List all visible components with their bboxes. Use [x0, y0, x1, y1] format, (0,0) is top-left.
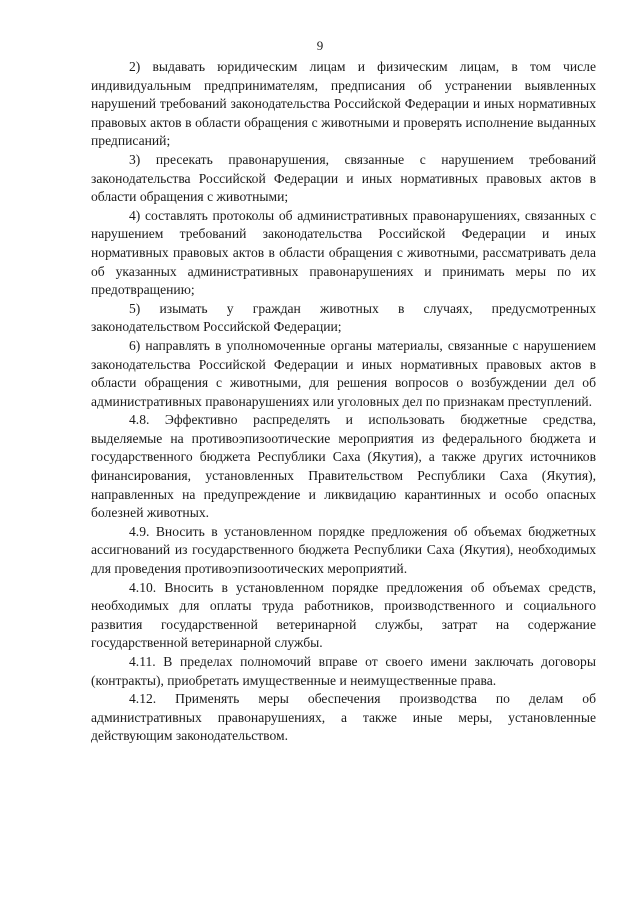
paragraph-item-4: 4) составлять протоколы об административных правонарушениях, связанных с нарушением требований законодательства Российской Федерации и иных нормативных правовых актов в области обращения с животными, рассматривать дела об указанных административных правонарушениях и принимать меры по их предотвращению;	[91, 207, 596, 298]
paragraph-4-11: 4.11. В пределах полномочий вправе от своего имени заключать договоры (контракты), приобретать имущественные и неимущественные права.	[91, 654, 596, 688]
paragraph-item-6: 6) направлять в уполномоченные органы материалы, связанные с нарушением законодательства Российской Федерации и иных нормативных правовых актов в области обращения с животными, для решения вопросов о возбуждении дел об административных правонарушениях или уголовных дел по признакам преступлений.	[91, 337, 596, 409]
paragraph-item-5: 5) изымать у граждан животных в случаях, предусмотренных законодательством Российской Федерации;	[91, 300, 596, 335]
paragraph-4-9: 4.9. Вносить в установленном порядке предложения об объемах бюджетных ассигнований из государственного бюджета Республики Саха (Якутия), необходимых для проведения противоэпизоотических мероприятий.	[91, 523, 596, 577]
paragraph-item-2: 2) выдавать юридическим лицам и физическим лицам, в том числе индивидуальным предпринимателям, предписания об устранении выявленных нарушений требований законодательства Российской Федерации и иных нормативных правовых актов в области обращения с животными и проверять исполнение выданных предписаний;	[91, 59, 596, 149]
page-number: 9	[316, 38, 324, 53]
paragraph-4-12: 4.12. Применять меры обеспечения производства по делам об административных правонарушениях, а также иные меры, установленные действующим законодательством.	[91, 691, 596, 744]
paragraph-item-3: 3) пресекать правонарушения, связанные с нарушением требований законодательства Российской Федерации и иных нормативных правовых актов в области обращения с животными;	[91, 151, 596, 205]
document-body	[91, 58, 596, 746]
paragraph-4-10: 4.10. Вносить в установленном порядке предложения об объемах средств, необходимых для оплаты труда работников, производственного и социального развития государственной ветеринарной службы, затрат на содержание государственной ветеринарной службы.	[91, 579, 596, 651]
paragraph-4-8: 4.8. Эффективно распределять и использовать бюджетные средства, выделяемые на противоэпизоотические мероприятия из федерального бюджета и государственного бюджета Республики Саха (Якутия), а также других источников финансирования, установленных Правительством Республики Саха (Якутия), направленных на предупреждение и ликвидацию карантинных и особо опасных болезней животных.	[91, 412, 596, 521]
